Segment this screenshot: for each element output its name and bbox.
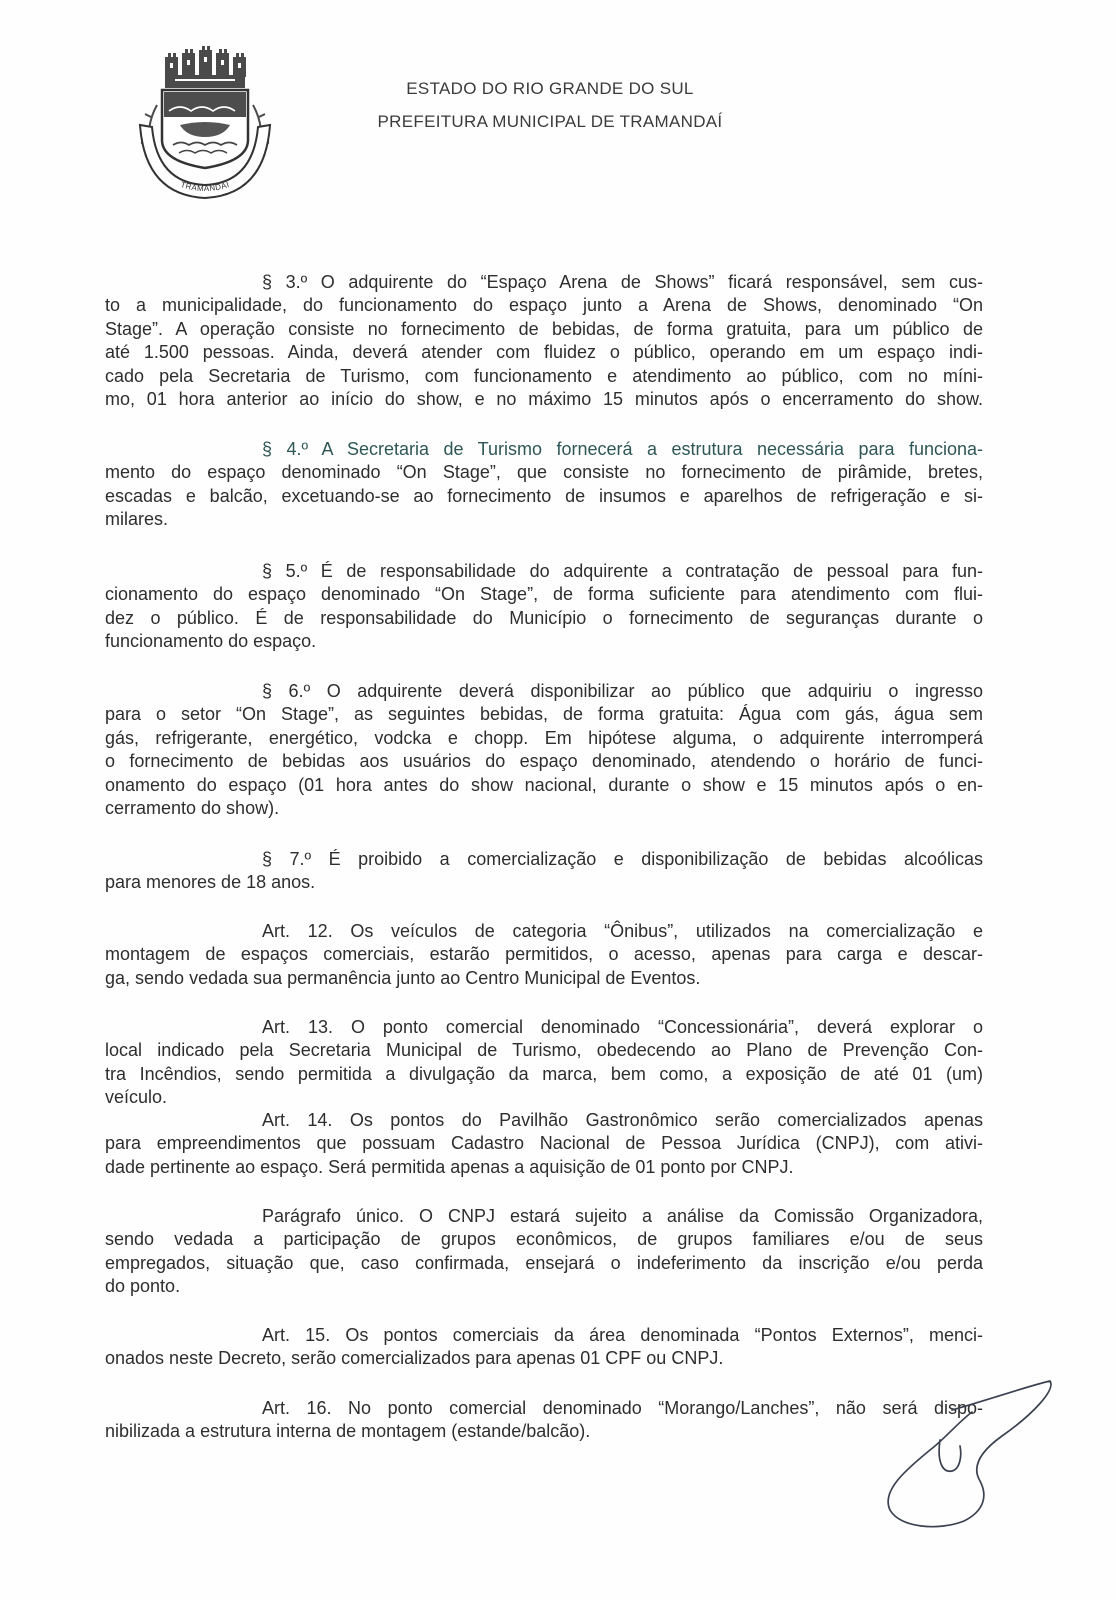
text-line: para empreendimentos que possuam Cadastro Nacional de Pessoa Jurídica (CNPJ), com ativi- (105, 1133, 983, 1154)
coat-of-arms-logo (135, 45, 275, 205)
text-line: até 1.500 pessoas. Ainda, deverá atender com fluidez o público, operando em um espaço indi- (105, 342, 983, 363)
text-line: cado pela Secretaria de Turismo, com funcionamento e atendimento ao público, com no míni- (105, 365, 983, 386)
paragraph-11 (105, 1397, 983, 1444)
text-line: § 5.º É de responsabilidade do adquirente a contratação de pessoal para fun- (262, 561, 983, 581)
paragraph-6 (105, 920, 983, 990)
text-line: § 7.º É proibido a comercialização e disponibilização de bebidas alcoólicas (262, 849, 983, 869)
text-line: funcionamento do espaço. (105, 631, 317, 652)
paragraph-10 (105, 1324, 983, 1371)
paragraph-1 (105, 271, 983, 411)
text-line: escadas e balcão, excetuando-se ao fornecimento de insumos e aparelhos de refrigeração e si- (105, 485, 983, 506)
text-line: dez o público. É de responsabilidade do Município o fornecimento de seguranças durante o (105, 607, 983, 628)
text-line: dade pertinente ao espaço. Será permitida apenas a aquisição de 01 ponto por CNPJ. (105, 1156, 794, 1177)
text-line: Art. 16. No ponto comercial denominado “Morango/Lanches”, não será dispo- (262, 1398, 983, 1418)
text-line: gás, refrigerante, energético, vodcka e chopp. Em hipótese alguma, o adquirente interromperá (105, 727, 983, 748)
text-line: do ponto. (105, 1276, 181, 1297)
text-line: cionamento do espaço denominado “On Stage”, de forma suficiente para atendimento com flui- (105, 584, 983, 605)
text-line: local indicado pela Secretaria Municipal de Turismo, obedecendo ao Plano de Prevenção Con- (105, 1040, 983, 1061)
text-line: Art. 12. Os veículos de categoria “Ônibus”, utilizados na comercialização e (262, 921, 983, 941)
text-line: § 3.º O adquirente do “Espaço Arena de Shows” ficará responsável, sem cus- (262, 272, 983, 292)
text-line: § 4.º A Secretaria de Turismo fornecerá a estrutura necessária para funciona- (262, 439, 983, 459)
text-line: empregados, situação que, caso confirmada, ensejará o indeferimento da inscrição e/ou perda (105, 1252, 983, 1273)
text-line: sendo vedada a participação de grupos econômicos, de grupos familiares e/ou de seus (105, 1229, 983, 1250)
text-line: Parágrafo único. O CNPJ estará sujeito a análise da Comissão Organizadora, (262, 1206, 983, 1226)
paragraph-8 (105, 1109, 983, 1179)
text-line: mo, 01 hora anterior ao início do show, e no máximo 15 minutos após o encerramento do show. (105, 389, 983, 410)
text-line: to a municipalidade, do funcionamento do espaço junto a Arena de Shows, denominado “On (105, 295, 983, 316)
paragraph-7 (105, 1016, 983, 1110)
paragraph-2 (105, 438, 983, 532)
text-line: Stage”. A operação consiste no fornecimento de bebidas, de forma gratuita, para um público de (105, 318, 983, 339)
prefecture-name: PREFEITURA MUNICIPAL DE TRAMANDAÍ (377, 112, 723, 131)
text-line: mento do espaço denominado “On Stage”, que consiste no fornecimento de pirâmide, bretes, (105, 462, 983, 483)
paragraph-4 (105, 680, 983, 820)
text-line: § 6.º O adquirente deverá disponibilizar ao público que adquiriu o ingresso (262, 681, 983, 701)
text-line: onamento do espaço (01 hora antes do show nacional, durante o show e 15 minutos após o en- (105, 774, 983, 795)
signature (860, 1360, 1060, 1535)
text-line: tra Incêndios, sendo permitida a divulgação da marca, bem como, a exposição de até 01 (um) (105, 1063, 983, 1084)
text-line: veículo. (105, 1087, 168, 1108)
text-line: ga, sendo vedada sua permanência junto ao Centro Municipal de Eventos. (105, 967, 701, 988)
text-line: onados neste Decreto, serão comercializados para apenas 01 CPF ou CNPJ. (105, 1348, 724, 1369)
text-line: Art. 13. O ponto comercial denominado “Concessionária”, deverá explorar o (262, 1017, 983, 1037)
state-name: ESTADO DO RIO GRANDE DO SUL (406, 79, 694, 98)
text-line: nibilizada a estrutura interna de montagem (estande/balcão). (105, 1421, 591, 1442)
seal-banner-text: TRAMANDAÍ (179, 180, 231, 194)
text-line: cerramento do show). (105, 798, 280, 819)
text-line: o fornecimento de bebidas aos usuários do espaço denominado, atendendo o horário de funci- (105, 751, 983, 772)
paragraph-3 (105, 560, 983, 654)
paragraph-5 (105, 848, 983, 895)
text-line: Art. 15. Os pontos comerciais da área denominada “Pontos Externos”, menci- (262, 1325, 983, 1345)
text-line: milares. (105, 509, 169, 530)
text-line: montagem de espaços comerciais, estarão permitidos, o acesso, apenas para carga e descar- (105, 944, 983, 965)
text-line: para menores de 18 anos. (105, 872, 316, 893)
mural-crown-icon (165, 46, 246, 88)
paragraph-9 (105, 1205, 983, 1299)
text-line: para o setor “On Stage”, as seguintes bebidas, de forma gratuita: Água com gás, água sem (105, 704, 983, 725)
shield-icon (162, 90, 248, 168)
text-line: Art. 14. Os pontos do Pavilhão Gastronômico serão comercializados apenas (262, 1110, 983, 1130)
